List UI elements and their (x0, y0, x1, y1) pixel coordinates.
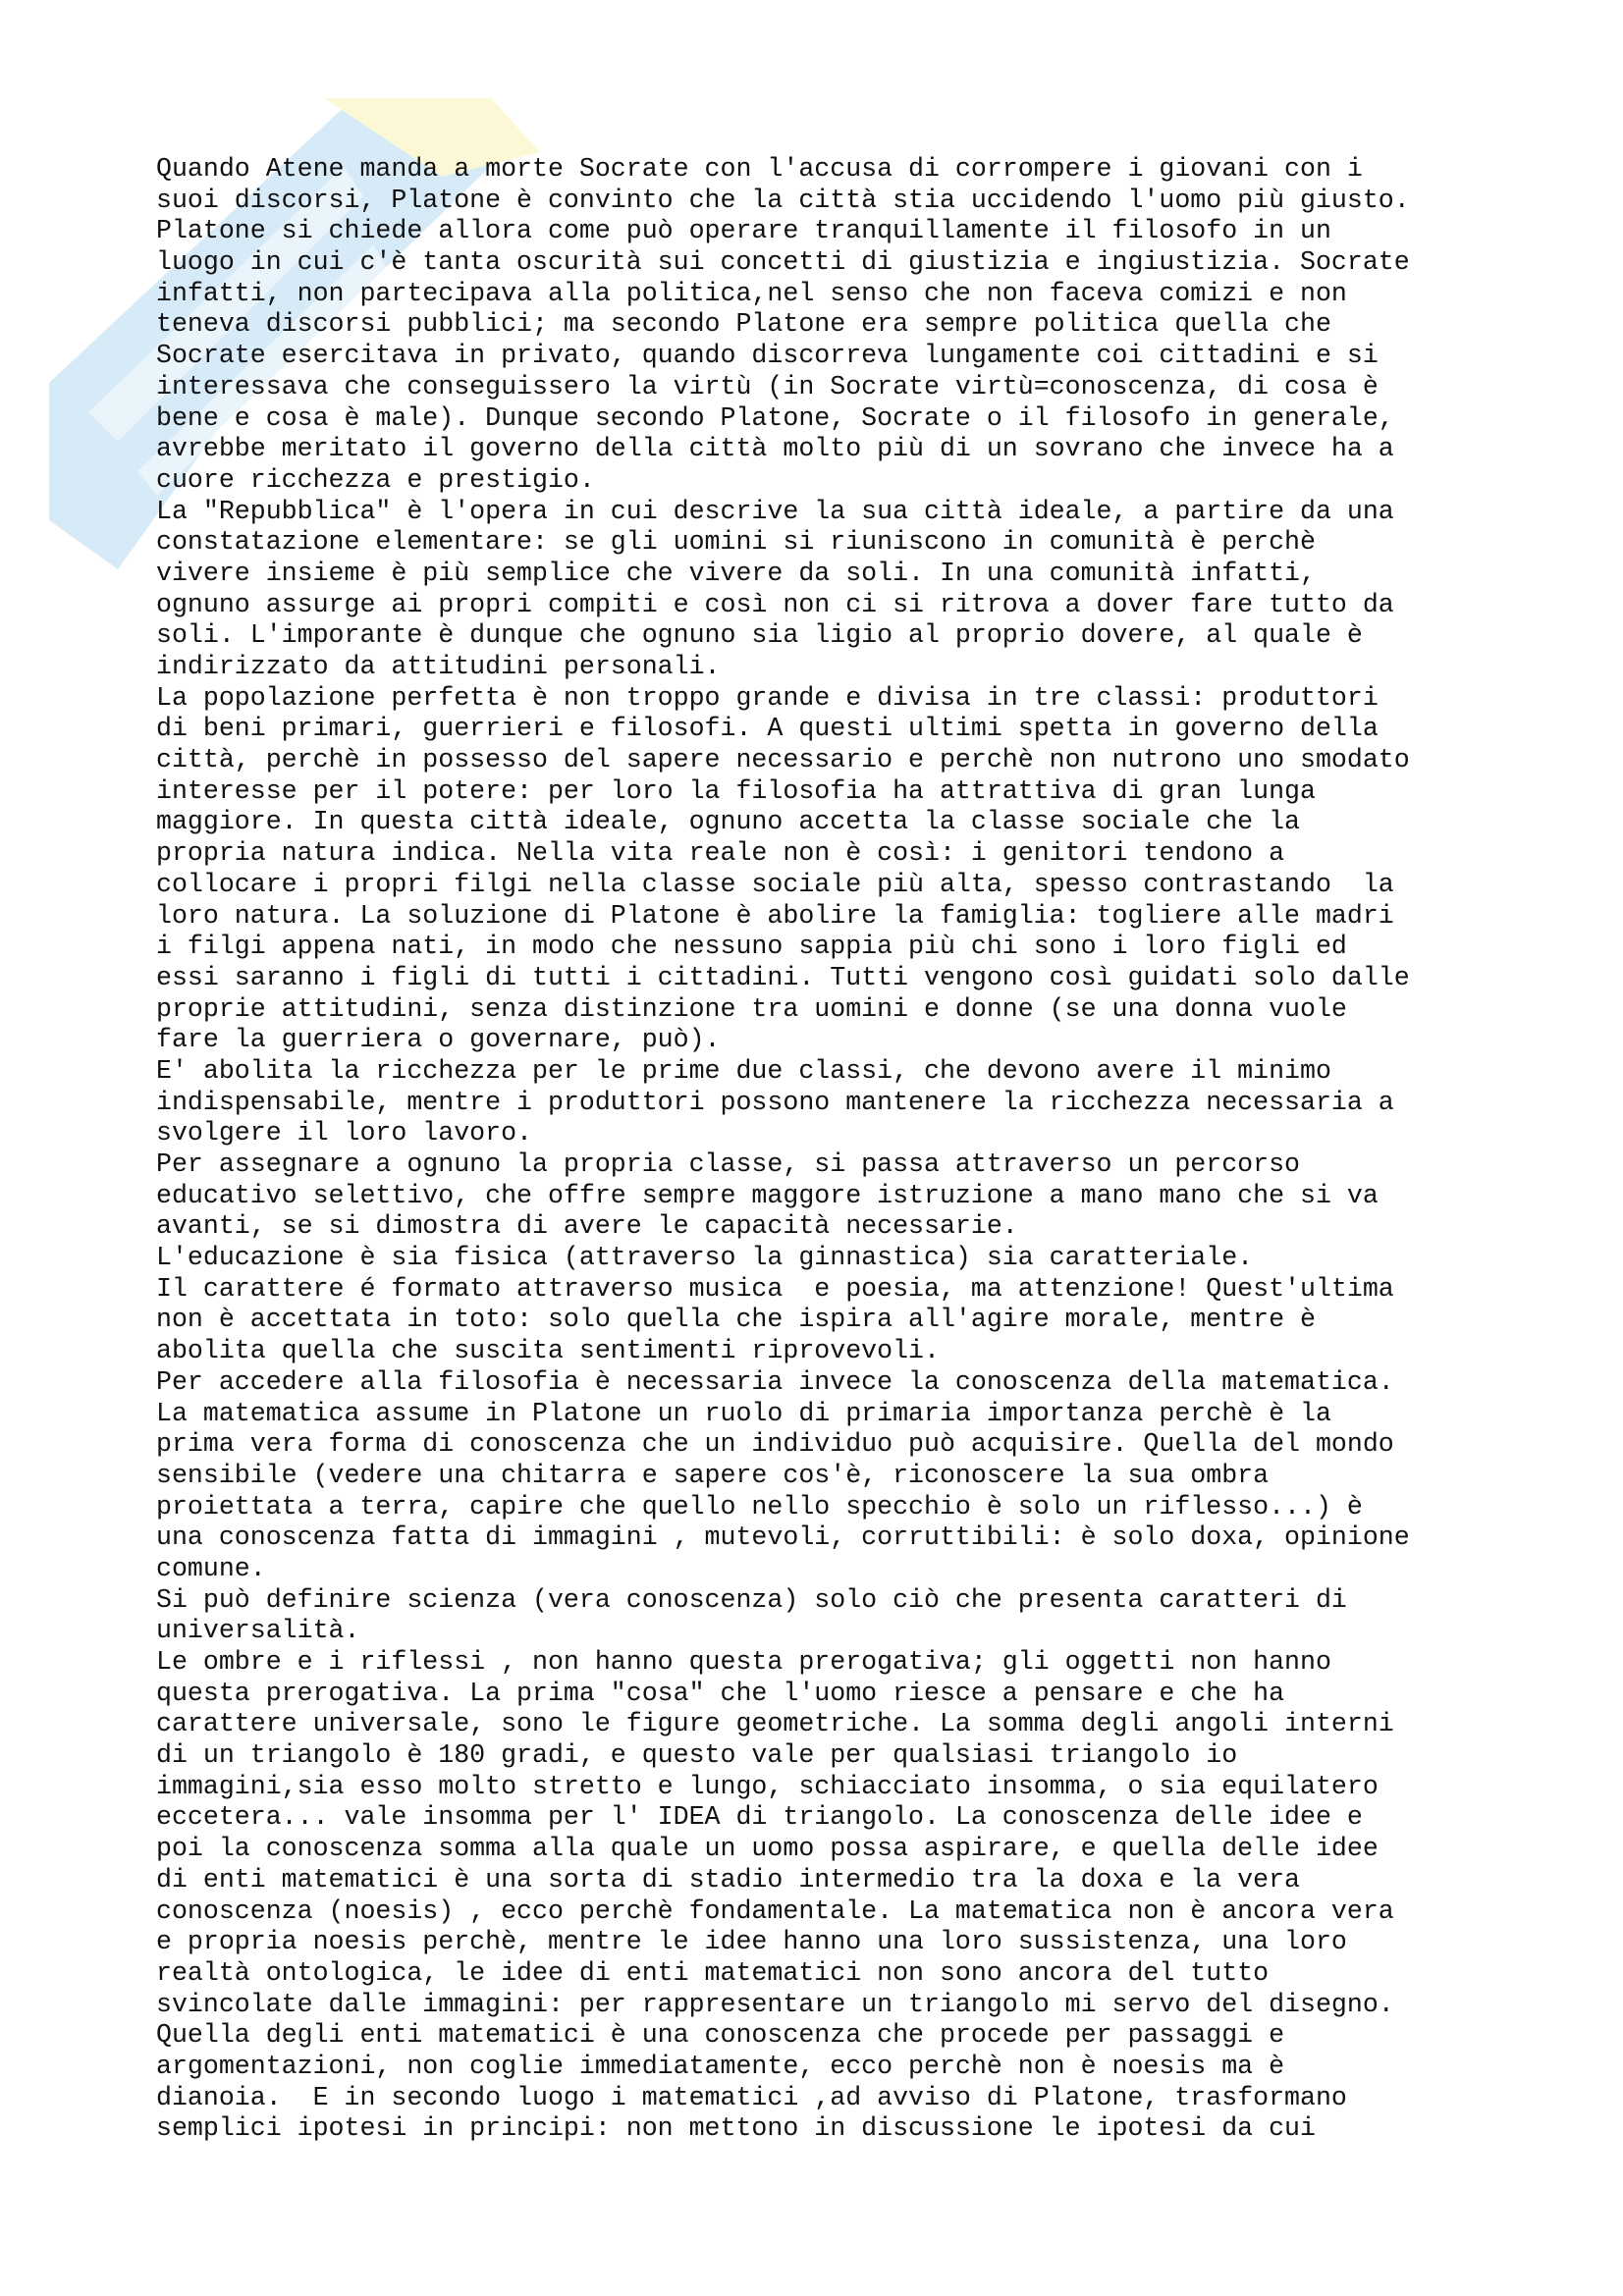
text-line: L'educazione è sia fisica (attraverso la ginnastica) sia caratteriale. (156, 1243, 1254, 1273)
text-line: loro natura. La soluzione di Platone è abolire la famiglia: togliere alle madri (156, 900, 1394, 931)
text-line: Platone si chiede allora come può operare tranquillamente il filosofo in un (156, 216, 1331, 246)
text-line: avrebbe meritato il governo della città molto più di un sovrano che invece ha a (156, 434, 1394, 464)
text-line: suoi discorsi, Platone è convinto che la città stia uccidendo l'uomo più giusto. (156, 185, 1410, 215)
text-line: constatazione elementare: se gli uomini si riuniscono in comunità è perchè (156, 527, 1316, 558)
text-line: Per accedere alla filosofia è necessaria invece la conoscenza della matematica. (156, 1366, 1394, 1397)
text-line: immagini,sia esso molto stretto e lungo, schiacciato insomma, o sia equilatero (156, 1771, 1379, 1801)
text-line: svolgere il loro lavoro. (156, 1118, 533, 1148)
text-line: di beni primari, guerrieri e filosofi. A questi ultimi spetta in governo della (156, 714, 1379, 744)
text-line: La popolazione perfetta è non troppo grande e divisa in tre classi: produttori (156, 682, 1379, 713)
text-line: vivere insieme è più semplice che vivere da soli. In una comunità infatti, (156, 558, 1316, 588)
text-line: proprie attitudini, senza distinzione tra uomini e donne (se una donna vuole (156, 993, 1347, 1024)
text-line: interesse per il potere: per loro la filosofia ha attrattiva di gran lunga (156, 775, 1316, 806)
text-line: avanti, se si dimostra di avere le capacità necessarie. (156, 1211, 1018, 1242)
text-line: maggiore. In questa città ideale, ognuno accetta la classe sociale che la (156, 807, 1300, 837)
text-line: universalità. (156, 1616, 360, 1646)
text-line: La matematica assume in Platone un ruolo di primaria importanza perchè è la (156, 1398, 1331, 1428)
text-line: di un triangolo è 180 gradi, e questo vale per qualsiasi triangolo io (156, 1740, 1238, 1771)
text-line: fare la guerriera o governare, può). (156, 1025, 721, 1055)
text-line: cuore ricchezza e prestigio. (156, 464, 595, 495)
text-line: i filgi appena nati, in modo che nessuno sappia più chi sono i loro figli ed (156, 932, 1347, 962)
text-line: comune. (156, 1553, 266, 1583)
text-line: Quando Atene manda a morte Socrate con l'accusa di corrompere i giovani con i (156, 154, 1363, 184)
text-line: Quella degli enti matematici è una conoscenza che procede per passaggi e (156, 2020, 1285, 2051)
text-line: abolita quella che suscita sentimenti riprovevoli. (156, 1336, 940, 1366)
text-line: propria natura indica. Nella vita reale non è così: i genitori tendono a (156, 838, 1285, 869)
text-line: una conoscenza fatta di immagini , mutevoli, corruttibili: è solo doxa, opinione (156, 1522, 1410, 1553)
text-line: eccetera... vale insomma per l' IDEA di triangolo. La conoscenza delle idee e (156, 1802, 1363, 1833)
text-line: indispensabile, mentre i produttori possono mantenere la ricchezza necessaria a (156, 1087, 1394, 1117)
text-line: e propria noesis perchè, mentre le idee hanno una loro sussistenza, una loro (156, 1927, 1347, 1957)
text-line: interessava che conseguissero la virtù (in Socrate virtù=conoscenza, di cosa è (156, 371, 1379, 401)
text-line: luogo in cui c'è tanta oscurità sui concetti di giustizia e ingiustizia. Socrate (156, 247, 1410, 278)
text-line: prima vera forma di conoscenza che un individuo può acquisire. Quella del mondo (156, 1429, 1394, 1460)
text-line: teneva discorsi pubblici; ma secondo Platone era sempre politica quella che (156, 309, 1331, 340)
text-line: sensibile (vedere una chitarra e sapere cos'è, riconoscere la sua ombra (156, 1460, 1270, 1490)
text-line: realtà ontologica, le idee di enti matematici non sono ancora del tutto (156, 1957, 1270, 1988)
text-line: soli. L'imporante è dunque che ognuno sia ligio al proprio dovere, al quale è (156, 620, 1363, 651)
text-line: non è accettata in toto: solo quella che ispira all'agire morale, mentre è (156, 1305, 1316, 1335)
text-line: essi saranno i figli di tutti i cittadini. Tutti vengono così guidati solo dalle (156, 962, 1410, 992)
text-line: Il carattere é formato attraverso musica e poesia, ma attenzione! Quest'ultima (156, 1273, 1394, 1304)
text-line: proiettata a terra, capire che quello nello specchio è solo un riflesso...) è (156, 1491, 1363, 1522)
text-line: Le ombre e i riflessi , non hanno questa prerogativa; gli oggetti non hanno (156, 1647, 1331, 1677)
text-line: Si può definire scienza (vera conoscenza) solo ciò che presenta caratteri di (156, 1584, 1347, 1615)
text-line: questa prerogativa. La prima "cosa" che l'uomo riesce a pensare e che ha (156, 1678, 1285, 1708)
text-line: La "Repubblica" è l'opera in cui descrive la sua città ideale, a partire da una (156, 496, 1394, 526)
body-text (156, 154, 1550, 2145)
text-line: semplici ipotesi in principi: non mettono in discussione le ipotesi da cui (156, 2113, 1316, 2144)
text-line: svincolate dalle immagini: per rappresentare un triangolo mi servo del disegno. (156, 1989, 1394, 2019)
text-line: città, perchè in possesso del sapere necessario e perchè non nutrono uno smodato (156, 745, 1410, 775)
text-line: poi la conoscenza somma alla quale un uomo possa aspirare, e quella delle idee (156, 1834, 1379, 1864)
text-line: conoscenza (noesis) , ecco perchè fondamentale. La matematica non è ancora vera (156, 1896, 1394, 1926)
text-line: carattere universale, sono le figure geometriche. La somma degli angoli interni (156, 1709, 1394, 1739)
text-line: infatti, non partecipava alla politica,nel senso che non faceva comizi e non (156, 278, 1347, 308)
text-line: Per assegnare a ognuno la propria classe, si passa attraverso un percorso (156, 1149, 1300, 1179)
text-line: bene e cosa è male). Dunque secondo Platone, Socrate o il filosofo in generale, (156, 402, 1394, 433)
text-line: dianoia. E in secondo luogo i matematici ,ad avviso di Platone, trasformano (156, 2082, 1347, 2112)
text-line: educativo selettivo, che offre sempre maggore istruzione a mano mano che si va (156, 1180, 1379, 1210)
text-line: E' abolita la ricchezza per le prime due classi, che devono avere il minimo (156, 1055, 1331, 1086)
text-line: argomentazioni, non coglie immediatamente, ecco perchè non è noesis ma è (156, 2051, 1285, 2081)
text-line: di enti matematici è una sorta di stadio intermedio tra la doxa e la vera (156, 1864, 1300, 1895)
text-line: indirizzato da attitudini personali. (156, 652, 721, 681)
text-line: ognuno assurge ai propri compiti e così non ci si ritrova a dover fare tutto da (156, 589, 1394, 619)
text-line: collocare i propri filgi nella classe sociale più alta, spesso contrastando la (156, 869, 1394, 899)
text-line: Socrate esercitava in privato, quando discorreva lungamente coi cittadini e si (156, 341, 1379, 371)
